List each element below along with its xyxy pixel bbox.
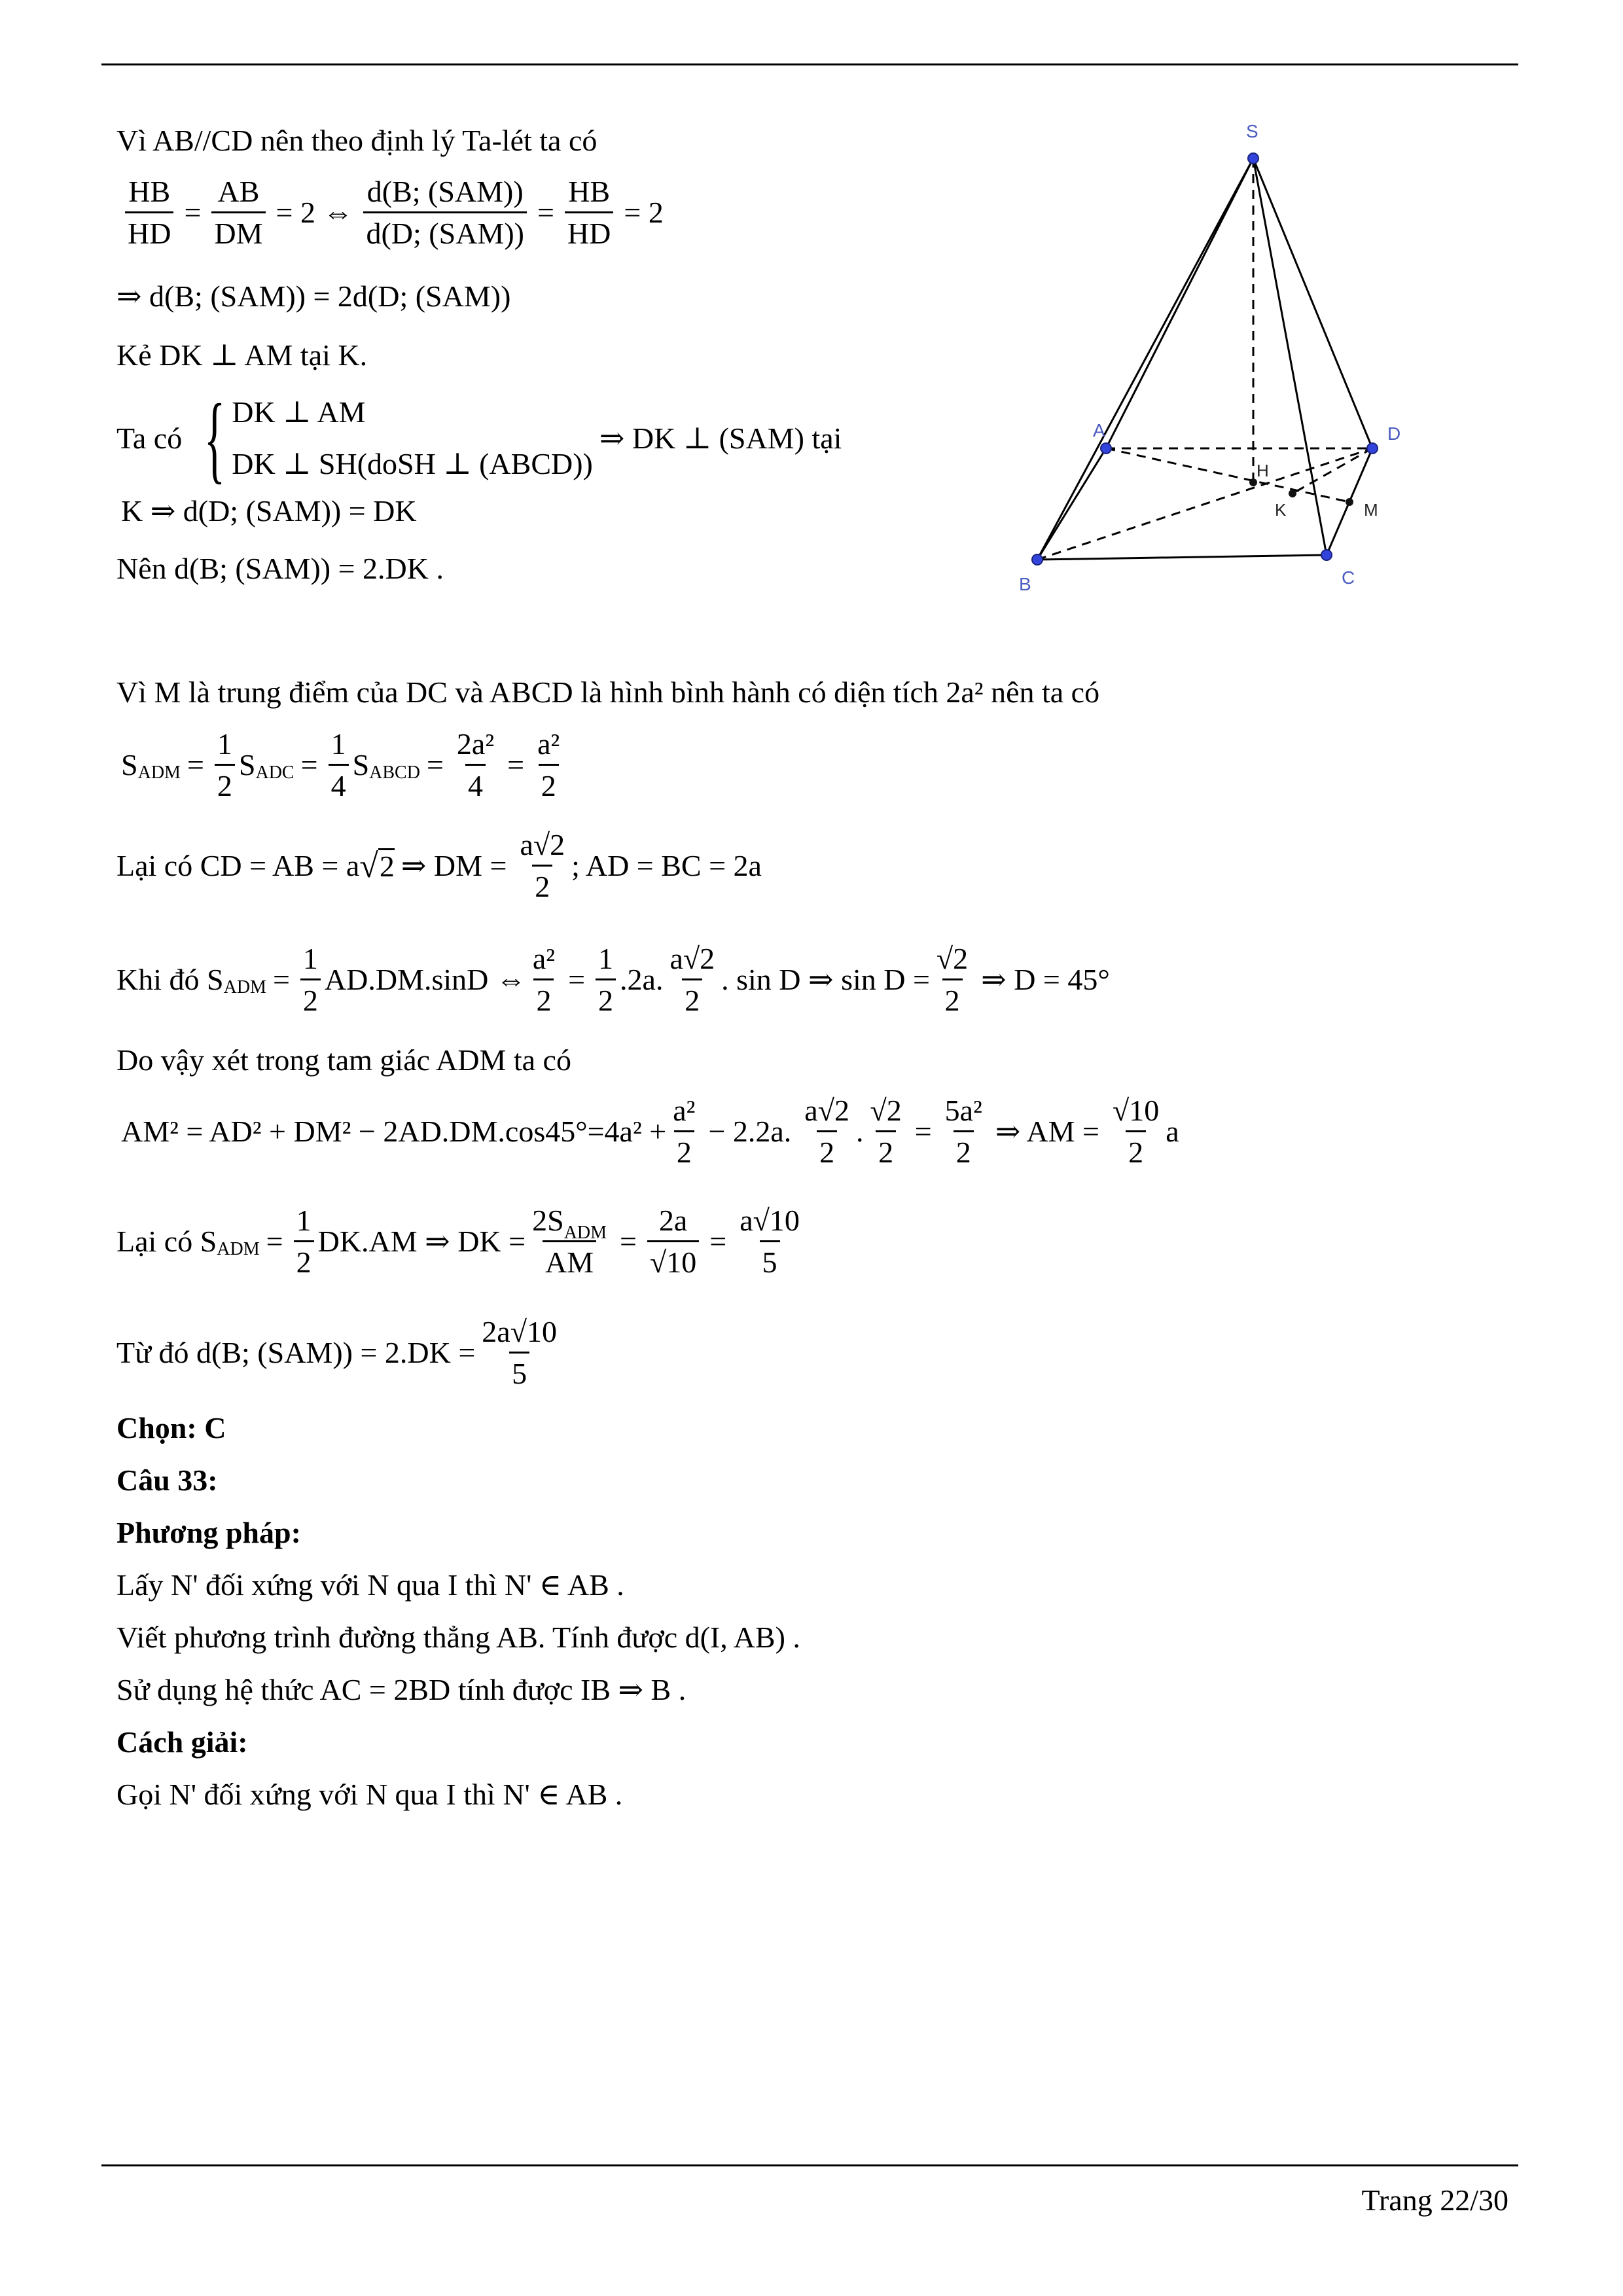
edge-AM xyxy=(1106,448,1349,502)
page-number: Trang 22/30 xyxy=(1361,2183,1508,2217)
edge-SA xyxy=(1106,158,1253,448)
distance-relation: ⇒ d(B; (SAM)) = 2d(D; (SAM)) xyxy=(116,279,511,313)
result-line: Nên d(B; (SAM)) = 2.DK . xyxy=(116,552,444,585)
question-heading: Câu 33: xyxy=(116,1463,218,1497)
label-K: K xyxy=(1275,500,1287,520)
sine-equation: Khi đó S ADM = $\frac{1}{2}$ AD.DM.sinD ⇔ $\frac{\text{a²}}{2}$ = $\frac{1}{2}$ .2a. $\frac{a√2}{2}$ . sin D ⇒ sin D = $\frac{√2}{2}$ ⇒ D = 45° xyxy=(116,942,1110,1017)
edge-DK xyxy=(1293,448,1372,493)
conclusion-line: K ⇒ d(D; (SAM)) = DK xyxy=(121,494,417,528)
fraction: $\frac{HB}{HD}$ xyxy=(565,175,613,250)
cosine-equation: AM² = AD² + DM² − 2AD.DM.cos45°=4a² + $\frac{\text{a²}}{2}$ − 2.2a. $\frac{a√2}{2}$ . $\frac{√2}{2}$ = $\frac{\text{5a²}}{2}$ ⇒ AM = $\frac{√10}{2}$ a xyxy=(121,1094,1179,1169)
solution-heading: Cách giải: xyxy=(116,1725,248,1759)
label-D: D xyxy=(1387,423,1401,444)
point-D xyxy=(1367,443,1378,454)
point-M xyxy=(1346,498,1353,506)
label-M: M xyxy=(1364,500,1378,520)
method-heading: Phương pháp: xyxy=(116,1516,301,1549)
final-distance: Từ đó d(B; (SAM)) = 2.DK = $\frac{2a√10}{5}$ xyxy=(116,1315,557,1390)
point-A xyxy=(1101,443,1111,454)
label-C: C xyxy=(1342,567,1355,588)
answer-choice: Chọn: C xyxy=(116,1411,226,1444)
fraction: $\frac{\text{d(B; (SAM))}}{\text{d(D; (SAM))}}$ xyxy=(363,175,526,250)
method-step-1: Lấy N' đối xứng với N qua I thì N' ∈ AB . xyxy=(116,1568,624,1602)
footer-rule xyxy=(101,2164,1518,2166)
area-equation: S ADM = $\frac{1}{2}$ S ADC = $\frac{1}{4}$ S ABCD = $\frac{\text{2a²}}{4}$ = $\frac{\text{a²}}{2}$ xyxy=(121,727,560,802)
pyramid-figure xyxy=(975,118,1433,602)
fraction: $\frac{HB}{HD}$ xyxy=(125,175,173,250)
label-H: H xyxy=(1257,461,1269,480)
fraction: $\frac{AB}{DM}$ xyxy=(211,175,265,250)
point-K xyxy=(1289,490,1296,497)
edge-BC xyxy=(1037,555,1327,560)
header-rule xyxy=(101,63,1518,65)
midpoint-line: Vì M là trung điểm của DC và ABCD là hình bình hành có diện tích 2a² nên ta có xyxy=(116,675,1100,709)
method-step-2: Viết phương trình đường thẳng AB. Tính được d(I, AB) . xyxy=(116,1621,800,1654)
label-B: B xyxy=(1019,574,1031,594)
cd-equation: Lại có CD = AB = a √ 2 ⇒ DM = $\frac{a√2}{2}$ ; AD = BC = 2a xyxy=(116,828,762,903)
solution-step-1: Gọi N' đối xứng với N qua I thì N' ∈ AB . xyxy=(116,1778,623,1811)
point-S xyxy=(1248,153,1258,164)
triangle-line: Do vậy xét trong tam giác ADM ta có xyxy=(116,1043,571,1077)
label-A: A xyxy=(1093,420,1105,440)
dk-equation: Lại có S ADM = $\frac{1}{2}$ DK.AM ⇒ DK = $\frac{2S_{ADM}}{AM}$ = $\frac{2a}{√10}$ = $\frac{a√10}{5}$ xyxy=(116,1204,800,1279)
ratio-equation: $\frac{HB}{HD}$ = $\frac{AB}{DM}$ = 2 ⇔ $\frac{\text{d(B; (SAM))}}{\text{d(D; (SAM))}}$ = $\frac{HB}{HD}$ = 2 xyxy=(121,175,670,250)
label-S: S xyxy=(1246,121,1258,141)
edge-AB xyxy=(1037,448,1106,560)
method-step-3: Sử dụng hệ thức AC = 2BD tính được IB ⇒ B . xyxy=(116,1673,687,1706)
point-C xyxy=(1321,550,1332,560)
system-equation: Ta có { DK ⊥ AM DK ⊥ SH(doSH ⊥ (ABCD)) ⇒ DK ⊥ (SAM) tại xyxy=(116,384,842,493)
intro-line: Vì AB//CD nên theo định lý Ta-lét ta có xyxy=(116,124,597,157)
perpendicular-line: Kẻ DK ⊥ AM tại K. xyxy=(116,338,368,372)
edge-SD xyxy=(1253,158,1372,448)
point-B xyxy=(1032,554,1043,565)
